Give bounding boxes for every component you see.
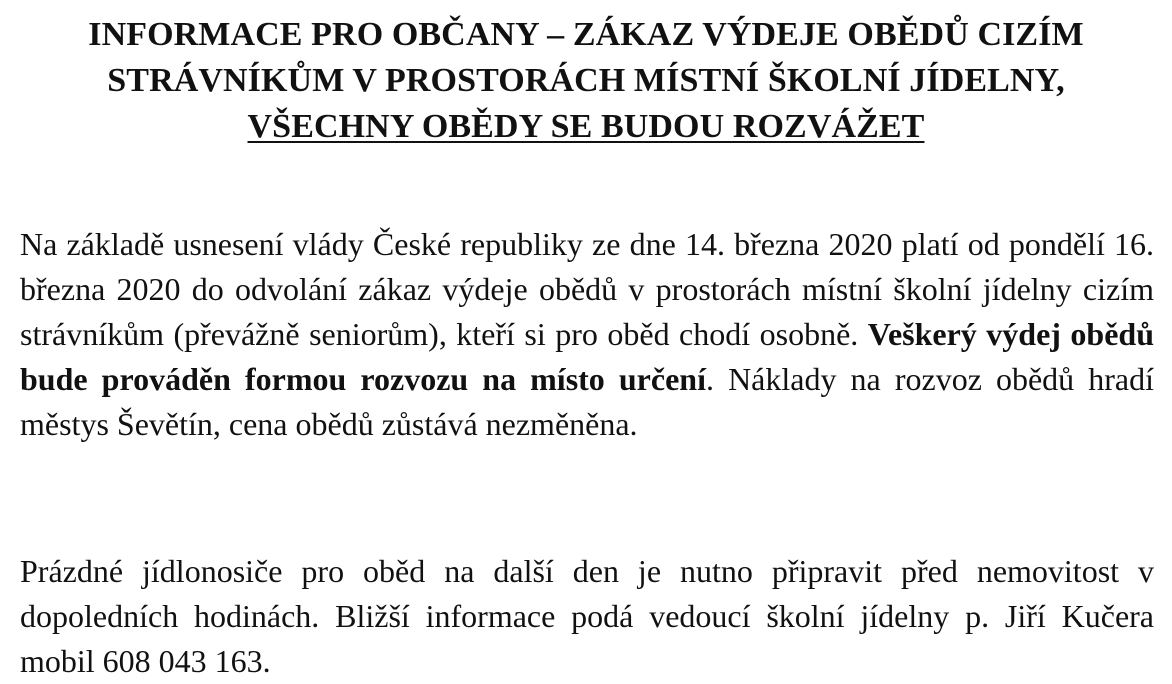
paragraph-ban-info [20,222,1154,447]
title-underlined-text: VŠECHNY OBĚDY SE BUDOU ROZVÁŽET [247,108,925,145]
paragraph-ban-text-end: . Náklady na rozvoz obědů hradí městys Ševětín, cena obědů zůstává nezměněna. [20,361,1155,442]
paragraph-ban-bold-text: Veškerý výdej obědů bude prováděn formou rozvozu na místo určení [20,316,1155,397]
notice-title [40,12,1132,150]
paragraph-ban-text: Na základě usnesení vlády České republiky ze dne 14. března 2020 platí od pondělí 16. března 2020 do odvolání zákaz výdeje obědů v prostorách místní školní jídelny cizím strávníkům (převážně seniorům), kteří si pro oběd chodí osobně. [20,226,1154,352]
title-text: INFORMACE PRO OBČANY – ZÁKAZ VÝDEJE OBĚDŮ CIZÍM STRÁVNÍKŮM V PROSTORÁCH MÍSTNÍ ŠKOLNÍ JÍDELNY, [88,16,1084,99]
paragraph-contact-info: Prázdné jídlonosiče pro oběd na další den je nutno připravit před nemovitost v dopoledních hodinách. Bližší informace podá vedoucí školní jídelny p. Jiří Kučera mobil 608 043 163. [20,553,1154,679]
